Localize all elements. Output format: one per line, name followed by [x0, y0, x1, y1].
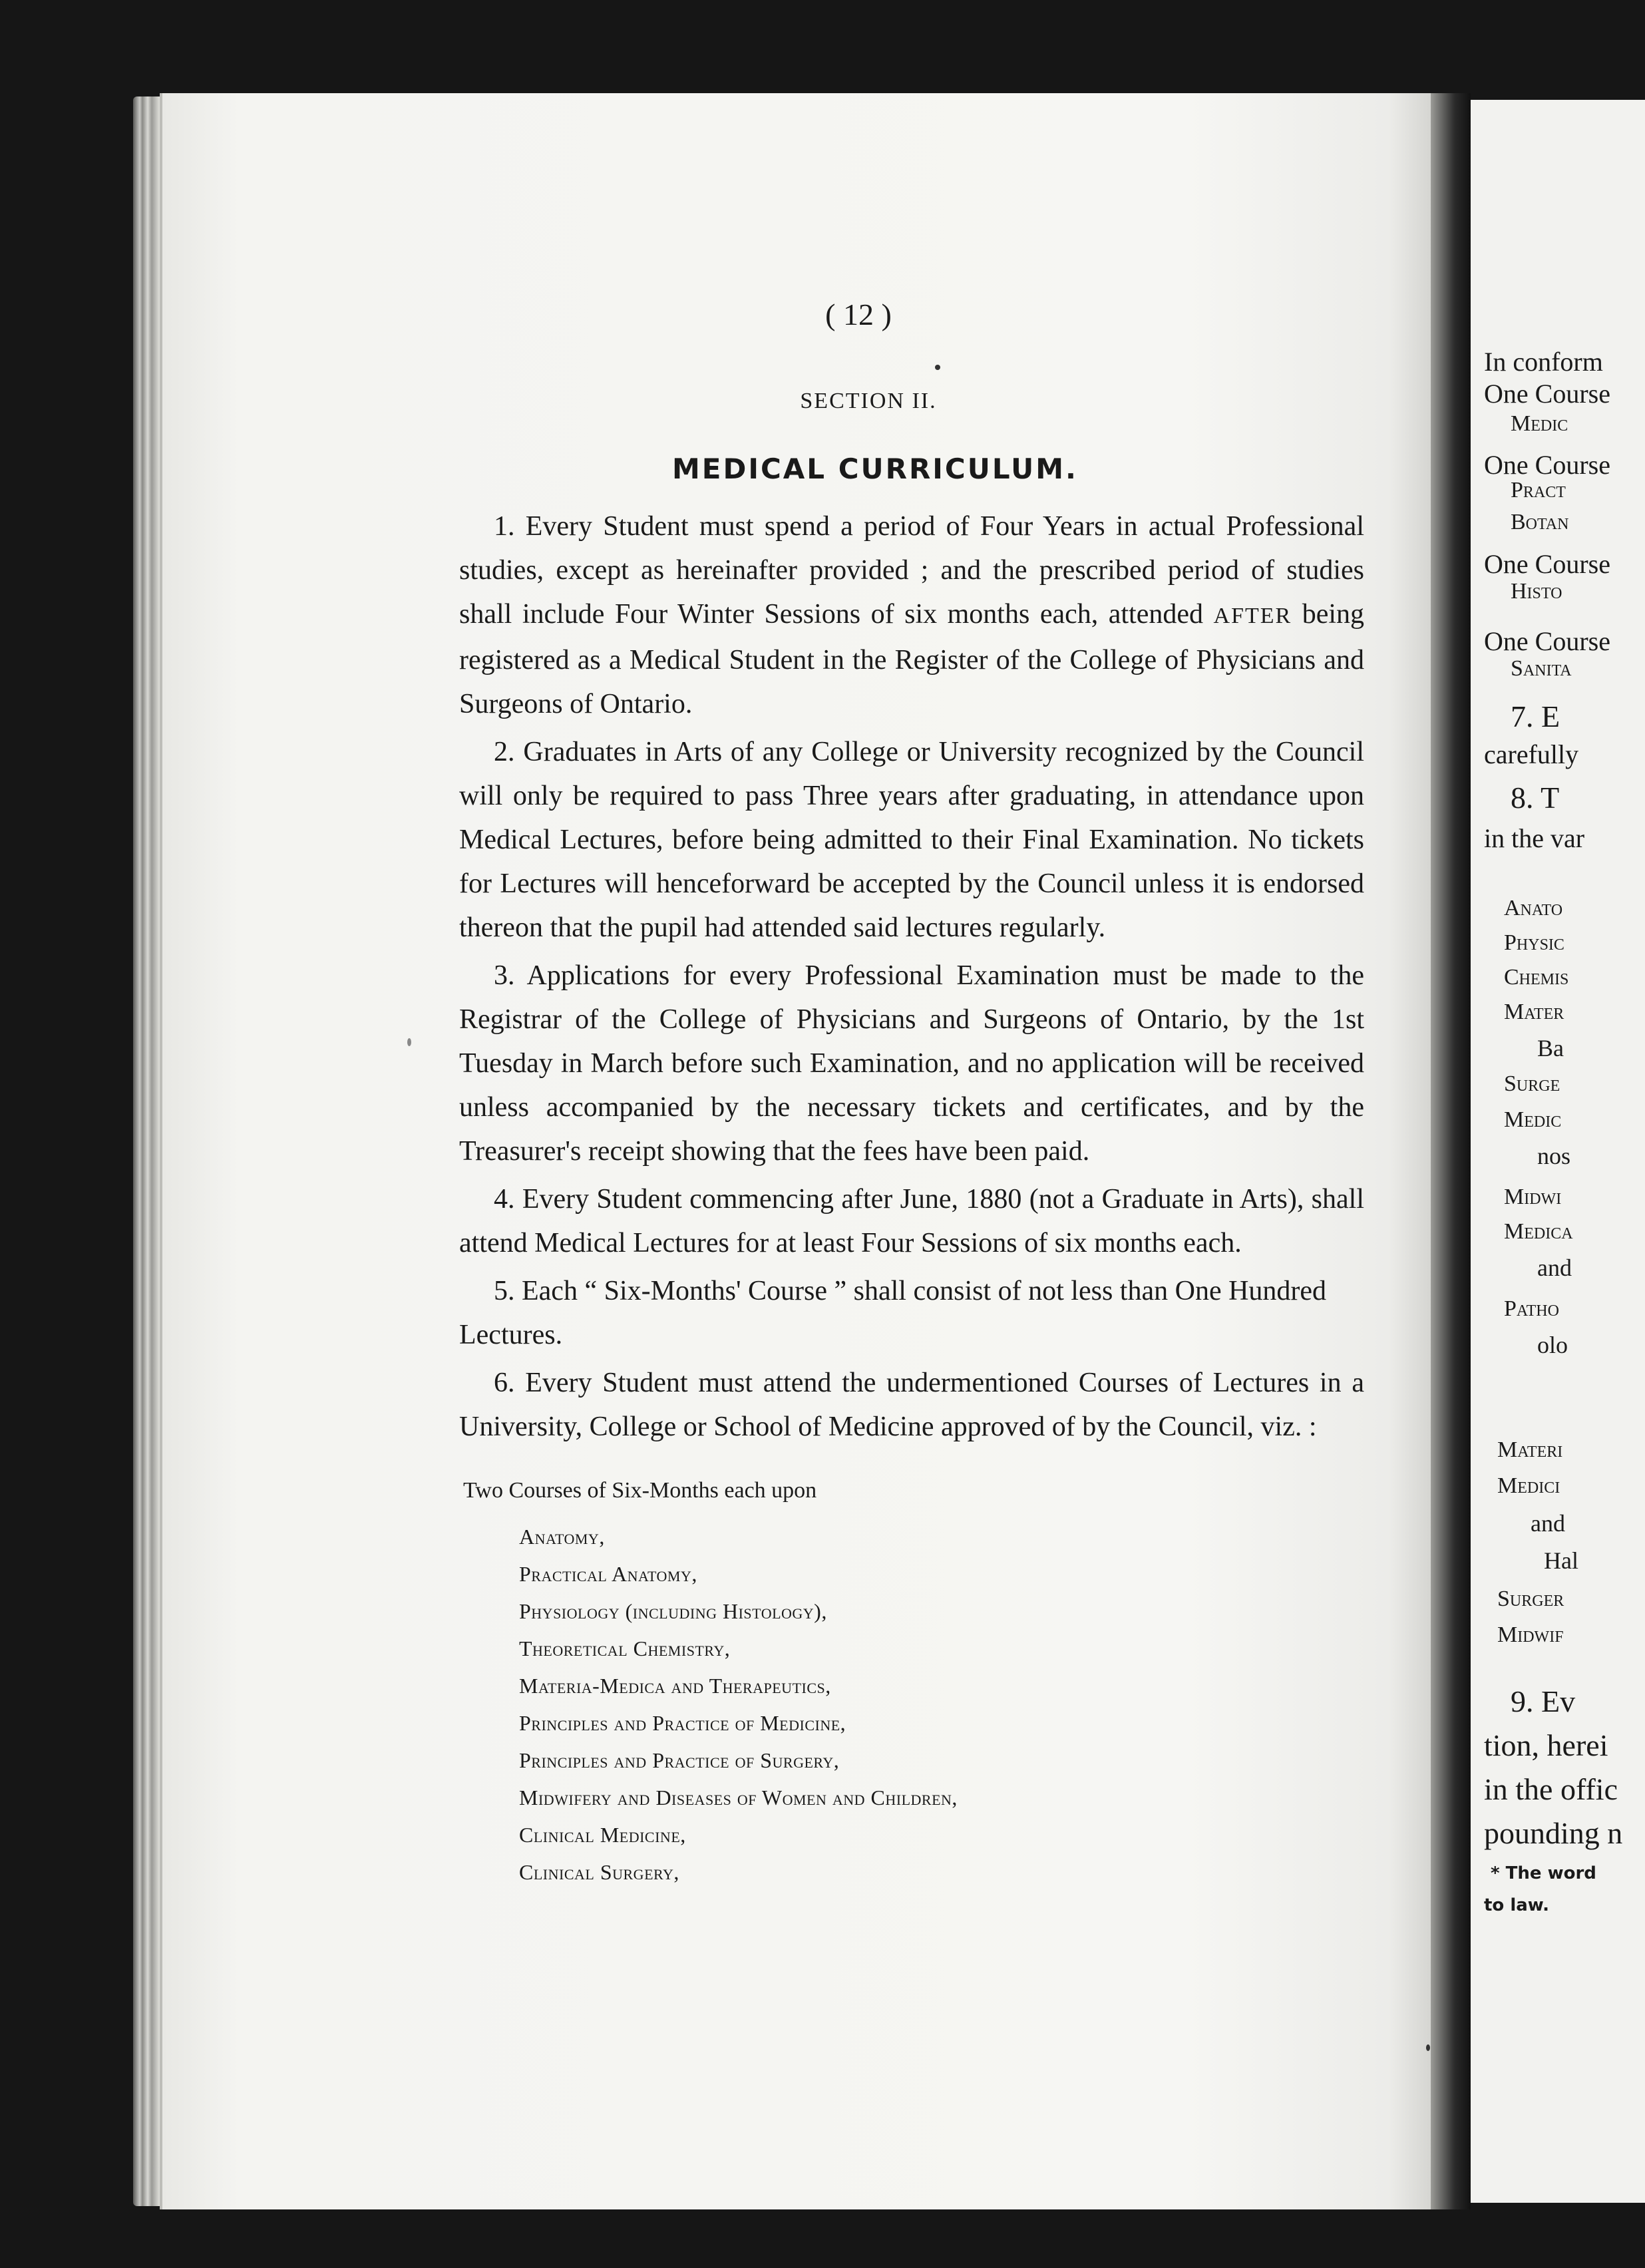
right-line: olo	[1537, 1332, 1568, 1358]
paragraph-6: 6. Every Student must attend the undermentioned Courses of Lectures in a University, College or School of Medicine approved of by the Council, viz. :	[459, 1368, 1364, 1442]
right-line: 9. Ev	[1511, 1684, 1576, 1718]
ink-speck	[935, 365, 940, 370]
ink-speck	[1426, 2044, 1430, 2051]
right-line: Medic	[1504, 1107, 1562, 1132]
right-line: Pract	[1511, 478, 1566, 502]
right-line: Ba	[1537, 1035, 1564, 1061]
course-item: Practical Anatomy,	[519, 1562, 697, 1586]
right-line: Medica	[1504, 1219, 1573, 1244]
right-line: Medici	[1497, 1473, 1560, 1498]
right-line: Mater	[1504, 1000, 1564, 1024]
right-line: Midwif	[1497, 1622, 1564, 1647]
paragraph-2: 2. Graduates in Arts of any College or University recognized by the Council will only be required to pass Three years after graduating, in attendance upon Medical Lectures, before being admitted to their Final Examination. No tickets for Lectures will henceforward be accepted by the Council unless it is endorsed thereon that the pupil had attended said lectures regularly.	[459, 737, 1364, 943]
right-line: One Course	[1484, 450, 1610, 480]
ink-speck	[407, 1038, 411, 1046]
right-line: Physic	[1504, 930, 1564, 955]
right-footnote: to law.	[1484, 1895, 1550, 1915]
paragraph-1: 1. Every Student must spend a period of Four Years in actual Professional studies, except as hereinafter provided ; and the prescribed period of studies shall include Four Winter Sessions of six months each, attended AFTER being registered as a Medical Student in the Register of the College of Physicians and Surgeons of Ontario.	[459, 511, 1365, 719]
right-line: and	[1537, 1254, 1572, 1281]
course-item: Midwifery and Diseases of Women and Children,	[519, 1786, 958, 1809]
course-item: Clinical Surgery,	[519, 1860, 679, 1884]
right-line: 7. E	[1511, 699, 1560, 733]
course-item: Principles and Practice of Medicine,	[519, 1711, 846, 1735]
course-intro: Two Courses of Six-Months each upon	[463, 1478, 817, 1503]
right-line: One Course	[1484, 549, 1610, 579]
right-line: and	[1531, 1510, 1565, 1537]
right-line: Anato	[1504, 896, 1563, 920]
right-footnote: * The word	[1491, 1863, 1596, 1883]
right-line: Sanita	[1511, 656, 1572, 681]
page-number: ( 12 )	[825, 297, 892, 331]
course-item: Physiology (including Histology),	[519, 1599, 827, 1623]
right-line: Hal	[1544, 1547, 1578, 1574]
right-line: 8. T	[1511, 781, 1560, 815]
course-item: Anatomy,	[519, 1525, 605, 1549]
right-line: in the offic	[1484, 1772, 1618, 1806]
course-item: Theoretical Chemistry,	[519, 1636, 731, 1660]
course-item: Clinical Medicine,	[519, 1823, 686, 1847]
right-line: Botan	[1511, 510, 1569, 534]
right-line: Surge	[1504, 1071, 1560, 1096]
section-heading: MEDICAL CURRICULUM.	[672, 453, 1078, 485]
right-line: Medic	[1511, 411, 1568, 436]
book-gutter	[1431, 93, 1471, 2209]
right-line: Histo	[1511, 579, 1562, 604]
paragraph-4: 4. Every Student commencing after June, 1880 (not a Graduate in Arts), shall attend Medical Lectures for at least Four Sessions of six months each.	[459, 1184, 1364, 1258]
right-line: tion, herei	[1484, 1728, 1608, 1762]
right-line: Chemis	[1504, 965, 1569, 990]
paragraph-3: 3. Applications for every Professional Examination must be made to the Registrar of the College of Physicians and Surgeons of Ontario, by the 1st Tuesday in March before such Examination, and no application will be received unless accompanied by the necessary tickets and certificates, and by the Treasurer's receipt showing that the fees have been paid.	[459, 960, 1364, 1167]
right-line: nos	[1537, 1143, 1571, 1169]
right-line: Patho	[1504, 1296, 1559, 1321]
right-line: Surger	[1497, 1587, 1564, 1611]
left-page-content	[459, 293, 1364, 1891]
course-item: Materia-Medica and Therapeutics,	[519, 1674, 831, 1698]
right-line: Materi	[1497, 1437, 1563, 1462]
right-line: Midwi	[1504, 1185, 1562, 1209]
section-label: SECTION II.	[800, 389, 937, 413]
paragraph-5: 5. Each “ Six-Months' Course ” shall consist of not less than One Hundred Lectures.	[459, 1276, 1327, 1350]
right-page-fragment	[1471, 100, 1645, 2203]
right-line: One Course	[1484, 626, 1610, 656]
right-line: In conform	[1484, 347, 1603, 377]
right-line: carefully	[1484, 739, 1579, 769]
course-list	[459, 1518, 1364, 1891]
right-line: One Course	[1484, 379, 1610, 409]
right-line: pounding n	[1484, 1816, 1623, 1850]
right-line: in the var	[1484, 823, 1585, 853]
course-item: Principles and Practice of Surgery,	[519, 1748, 840, 1772]
emphasis-after: AFTER	[1213, 604, 1292, 628]
